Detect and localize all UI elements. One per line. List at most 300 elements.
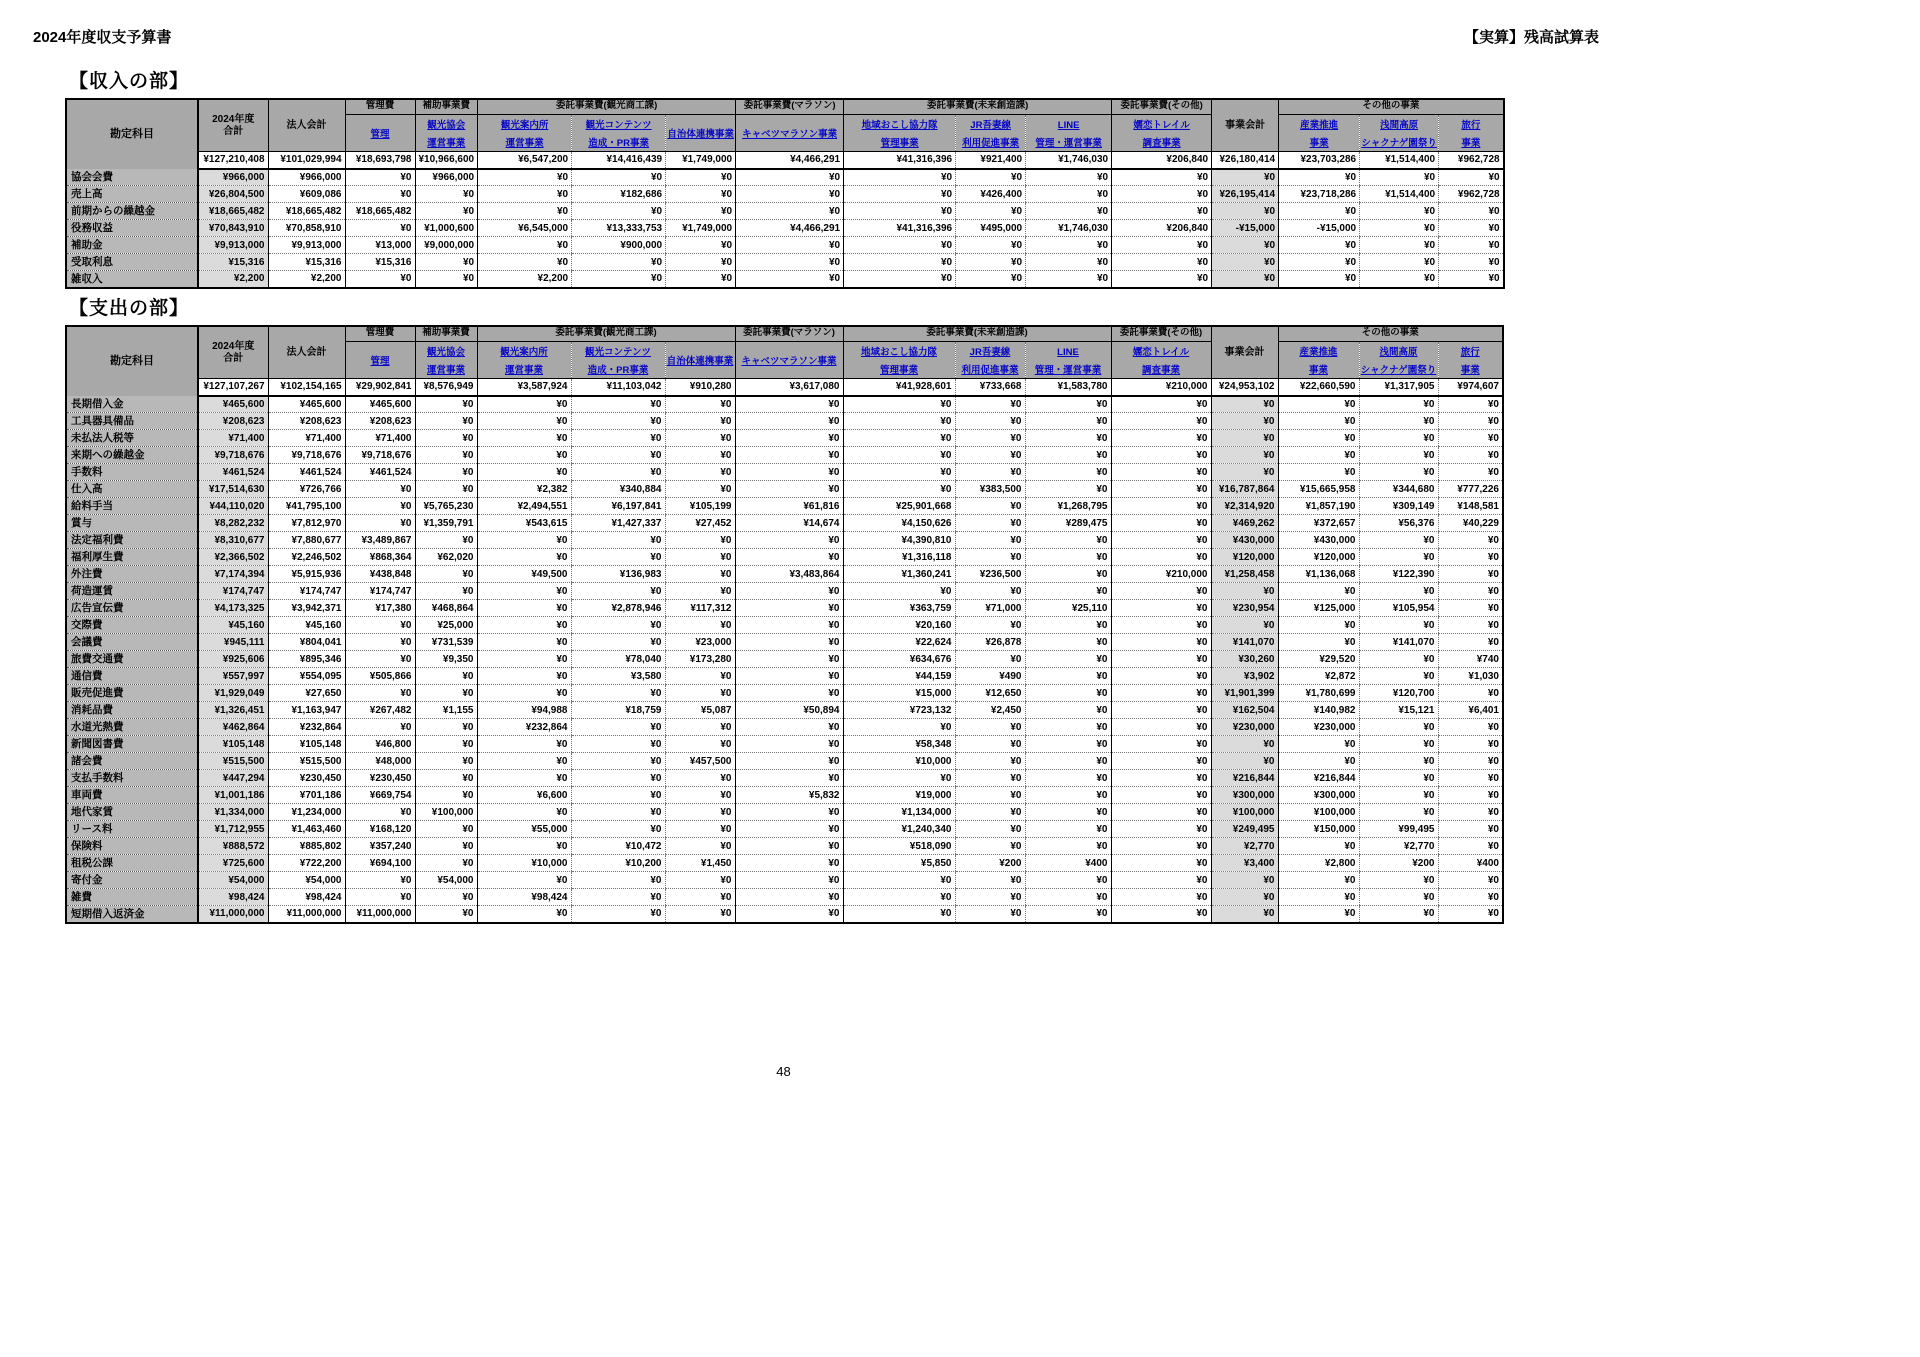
value-cell: ¥0 xyxy=(1026,203,1112,220)
value-cell: ¥0 xyxy=(735,447,843,464)
account-label: 手数料 xyxy=(66,464,198,481)
table-row xyxy=(66,634,1503,651)
value-cell: ¥0 xyxy=(1278,736,1359,753)
column-link[interactable]: 観光協会 運営事業 xyxy=(427,119,466,149)
value-cell: ¥2,494,551 xyxy=(477,498,571,515)
account-label: 新聞図書費 xyxy=(66,736,198,753)
value-cell: ¥0 xyxy=(1279,237,1360,254)
value-cell: ¥469,262 xyxy=(1211,515,1278,532)
value-cell: ¥0 xyxy=(1439,254,1504,271)
value-cell: ¥0 xyxy=(955,617,1025,634)
total-cell: ¥1,514,400 xyxy=(1360,152,1439,169)
value-cell: ¥0 xyxy=(1111,702,1211,719)
value-cell: ¥100,000 xyxy=(1211,804,1278,821)
value-cell: ¥0 xyxy=(955,821,1025,838)
group-header: 委託事業費(観光商工課) xyxy=(478,99,736,114)
value-cell: ¥0 xyxy=(955,838,1025,855)
sub-column-header xyxy=(843,341,955,379)
table-row xyxy=(66,237,1504,254)
value-cell: ¥18,665,482 xyxy=(268,203,345,220)
value-cell: ¥0 xyxy=(1112,237,1212,254)
value-cell: ¥0 xyxy=(571,821,665,838)
value-cell: ¥0 xyxy=(1112,254,1212,271)
value-cell: ¥0 xyxy=(571,685,665,702)
value-cell: ¥71,400 xyxy=(198,430,268,447)
value-cell: ¥0 xyxy=(1360,203,1439,220)
account-label: 短期借入返済金 xyxy=(66,906,198,923)
total-cell: ¥41,928,601 xyxy=(843,379,955,396)
account-label: 賞与 xyxy=(66,515,198,532)
value-cell: ¥1,749,000 xyxy=(666,220,736,237)
value-cell: ¥0 xyxy=(955,447,1025,464)
value-cell: ¥0 xyxy=(1438,821,1503,838)
value-cell: ¥0 xyxy=(1025,804,1111,821)
income-table-mount xyxy=(65,98,1505,289)
column-link[interactable]: 産業推進 事業 xyxy=(1299,346,1338,376)
value-cell: ¥0 xyxy=(1360,220,1439,237)
value-cell: ¥1,030 xyxy=(1438,668,1503,685)
value-cell: ¥885,802 xyxy=(268,838,345,855)
value-cell: ¥461,524 xyxy=(268,464,345,481)
value-cell: ¥0 xyxy=(1211,753,1278,770)
corporate-column-header: 法人会計 xyxy=(268,326,345,379)
value-cell: ¥0 xyxy=(1211,447,1278,464)
total-cell: ¥210,000 xyxy=(1111,379,1211,396)
column-link[interactable]: LINE 管理・運営事業 xyxy=(1035,119,1102,149)
value-cell: ¥0 xyxy=(1279,169,1360,186)
value-cell: ¥0 xyxy=(735,634,843,651)
value-cell: ¥966,000 xyxy=(268,169,345,186)
value-cell: ¥457,500 xyxy=(665,753,735,770)
value-cell: ¥94,988 xyxy=(477,702,571,719)
column-link[interactable]: 観光協会 運営事業 xyxy=(426,346,465,376)
value-cell: ¥4,466,291 xyxy=(736,220,844,237)
table-row xyxy=(66,685,1503,702)
value-cell: ¥11,000,000 xyxy=(198,906,268,923)
value-cell: ¥0 xyxy=(843,464,955,481)
value-cell: ¥232,864 xyxy=(268,719,345,736)
column-link[interactable]: 観光案内所 運営事業 xyxy=(500,119,549,149)
value-cell: ¥0 xyxy=(1025,566,1111,583)
value-cell: ¥465,600 xyxy=(345,396,415,413)
value-cell: ¥174,747 xyxy=(345,583,415,600)
value-cell: ¥70,843,910 xyxy=(198,220,268,237)
value-cell: ¥55,000 xyxy=(477,821,571,838)
value-cell: ¥0 xyxy=(477,617,571,634)
value-cell: ¥0 xyxy=(415,736,477,753)
account-label: 会議費 xyxy=(66,634,198,651)
value-cell: ¥0 xyxy=(1359,583,1438,600)
value-cell: ¥0 xyxy=(1025,634,1111,651)
value-cell: ¥0 xyxy=(1359,447,1438,464)
value-cell: ¥14,674 xyxy=(735,515,843,532)
value-cell: ¥1,463,460 xyxy=(268,821,345,838)
value-cell: ¥0 xyxy=(415,481,477,498)
value-cell: ¥0 xyxy=(736,186,844,203)
total-cell: ¥24,953,102 xyxy=(1211,379,1278,396)
value-cell: ¥25,901,668 xyxy=(843,498,955,515)
value-cell: ¥0 xyxy=(1360,254,1439,271)
totals-row xyxy=(66,379,1503,396)
value-cell: ¥17,380 xyxy=(345,600,415,617)
column-link[interactable]: 浅間高原 シャクナゲ園祭り xyxy=(1360,346,1437,376)
value-cell: ¥0 xyxy=(477,906,571,923)
value-cell: ¥0 xyxy=(1112,186,1212,203)
value-cell: ¥554,095 xyxy=(268,668,345,685)
total-cell: ¥910,280 xyxy=(665,379,735,396)
value-cell: ¥120,000 xyxy=(1211,549,1278,566)
value-cell: ¥465,600 xyxy=(198,396,268,413)
value-cell: ¥0 xyxy=(571,753,665,770)
total-cell: ¥22,660,590 xyxy=(1278,379,1359,396)
value-cell: ¥357,240 xyxy=(345,838,415,855)
table-row xyxy=(66,617,1503,634)
value-cell: ¥0 xyxy=(1359,736,1438,753)
column-link[interactable]: 産業推進 事業 xyxy=(1300,119,1339,149)
value-cell: ¥0 xyxy=(735,855,843,872)
column-link[interactable]: 地域おこし協力隊 管理事業 xyxy=(860,346,937,376)
value-cell: ¥0 xyxy=(1111,583,1211,600)
value-cell: ¥0 xyxy=(571,906,665,923)
value-cell: ¥0 xyxy=(1360,237,1439,254)
value-cell: ¥0 xyxy=(477,532,571,549)
value-cell: ¥0 xyxy=(1438,413,1503,430)
value-cell: ¥0 xyxy=(1438,396,1503,413)
value-cell: ¥0 xyxy=(477,736,571,753)
value-cell: ¥0 xyxy=(1025,787,1111,804)
value-cell: ¥0 xyxy=(1360,271,1439,288)
value-cell: ¥0 xyxy=(1438,583,1503,600)
value-cell: ¥0 xyxy=(1359,787,1438,804)
value-cell: ¥1,001,186 xyxy=(198,787,268,804)
total-cell: ¥101,029,994 xyxy=(268,152,345,169)
value-cell: ¥0 xyxy=(666,271,736,288)
value-cell: ¥0 xyxy=(955,719,1025,736)
value-cell: ¥0 xyxy=(1279,203,1360,220)
value-cell: ¥0 xyxy=(665,736,735,753)
value-cell: ¥232,864 xyxy=(477,719,571,736)
value-cell: ¥0 xyxy=(415,186,478,203)
value-cell: -¥15,000 xyxy=(1212,220,1279,237)
value-cell: ¥0 xyxy=(1211,889,1278,906)
column-link[interactable]: 観光案内所 運営事業 xyxy=(500,346,548,376)
table-row xyxy=(66,396,1503,413)
value-cell: ¥1,334,000 xyxy=(198,804,268,821)
value-cell: ¥0 xyxy=(843,872,955,889)
value-cell: ¥100,000 xyxy=(415,804,477,821)
column-link[interactable]: 嬬恋トレイル 調査事業 xyxy=(1132,346,1190,376)
column-link[interactable]: JR吾妻線 利用促進事業 xyxy=(961,346,1019,376)
value-cell: ¥25,000 xyxy=(415,617,477,634)
value-cell: ¥1,136,068 xyxy=(1278,566,1359,583)
total-cell: ¥1,749,000 xyxy=(666,152,736,169)
column-link[interactable]: 観光コンテンツ 造成・PR事業 xyxy=(584,346,652,376)
value-cell: ¥0 xyxy=(735,464,843,481)
value-cell: ¥9,718,676 xyxy=(345,447,415,464)
value-cell: ¥0 xyxy=(571,532,665,549)
column-link[interactable]: 旅行 事業 xyxy=(1460,346,1480,376)
value-cell: ¥0 xyxy=(735,838,843,855)
value-cell: ¥0 xyxy=(415,271,478,288)
expenditure-section xyxy=(65,293,1504,924)
value-cell: ¥0 xyxy=(843,396,955,413)
value-cell: ¥731,539 xyxy=(415,634,477,651)
value-cell: ¥249,495 xyxy=(1211,821,1278,838)
value-cell: ¥300,000 xyxy=(1278,787,1359,804)
column-link[interactable]: 嬬恋トレイル 調査事業 xyxy=(1133,119,1190,149)
column-link[interactable]: 浅間高原 シャクナゲ園祭り xyxy=(1361,119,1437,149)
value-cell: ¥1,929,049 xyxy=(198,685,268,702)
column-link[interactable]: 管理 xyxy=(370,128,390,140)
value-cell: ¥0 xyxy=(955,770,1025,787)
value-cell: ¥0 xyxy=(477,838,571,855)
value-cell: ¥0 xyxy=(1359,396,1438,413)
value-cell: ¥0 xyxy=(735,668,843,685)
value-cell: ¥45,160 xyxy=(198,617,268,634)
value-cell: ¥15,121 xyxy=(1359,702,1438,719)
value-cell: ¥945,111 xyxy=(198,634,268,651)
total-cell: ¥18,693,798 xyxy=(345,152,415,169)
value-cell: ¥340,884 xyxy=(571,481,665,498)
value-cell: ¥4,150,626 xyxy=(843,515,955,532)
account-label: 前期からの繰越金 xyxy=(66,203,198,220)
table-row xyxy=(66,906,1503,923)
column-link[interactable]: キャベツマラソン事業 xyxy=(741,355,837,367)
column-link[interactable]: 管理 xyxy=(370,355,390,367)
value-cell: ¥0 xyxy=(1025,481,1111,498)
value-cell: ¥1,134,000 xyxy=(843,804,955,821)
value-cell: ¥962,728 xyxy=(1439,186,1504,203)
value-cell: ¥9,718,676 xyxy=(268,447,345,464)
table-row xyxy=(66,566,1503,583)
account-label: 外注費 xyxy=(66,566,198,583)
value-cell: ¥0 xyxy=(1278,430,1359,447)
total-cell: ¥8,576,949 xyxy=(415,379,477,396)
value-cell: ¥0 xyxy=(1025,838,1111,855)
value-cell: ¥0 xyxy=(666,254,736,271)
value-cell: ¥0 xyxy=(1111,600,1211,617)
value-cell: ¥3,942,371 xyxy=(268,600,345,617)
value-cell: ¥461,524 xyxy=(345,464,415,481)
value-cell: ¥0 xyxy=(1278,464,1359,481)
value-cell: ¥0 xyxy=(665,838,735,855)
value-cell: ¥0 xyxy=(1359,770,1438,787)
value-cell: ¥0 xyxy=(955,515,1025,532)
total-cell: ¥29,902,841 xyxy=(345,379,415,396)
total-cell: ¥14,416,439 xyxy=(572,152,666,169)
account-label: 販売促進費 xyxy=(66,685,198,702)
table-row xyxy=(66,804,1503,821)
account-label: 法定福利費 xyxy=(66,532,198,549)
total-cell: ¥921,400 xyxy=(956,152,1026,169)
value-cell: ¥10,000 xyxy=(477,855,571,872)
value-cell: ¥0 xyxy=(1359,464,1438,481)
value-cell: ¥0 xyxy=(415,855,477,872)
sub-column-header xyxy=(415,341,477,379)
value-cell: ¥0 xyxy=(1111,855,1211,872)
value-cell: ¥17,514,630 xyxy=(198,481,268,498)
sub-column-header xyxy=(955,341,1025,379)
value-cell: ¥0 xyxy=(1438,430,1503,447)
column-link[interactable]: 地域おこし協力隊 管理事業 xyxy=(861,119,938,149)
corporate-column-header: 法人会計 xyxy=(268,99,345,152)
column-link[interactable]: 観光コンテンツ 造成・PR事業 xyxy=(585,119,652,149)
value-cell: ¥0 xyxy=(1025,447,1111,464)
total-cell: ¥41,316,396 xyxy=(844,152,956,169)
value-cell: ¥230,000 xyxy=(1278,719,1359,736)
value-cell: ¥895,346 xyxy=(268,651,345,668)
value-cell: ¥1,234,000 xyxy=(268,804,345,821)
value-cell: ¥868,364 xyxy=(345,549,415,566)
value-cell: ¥2,878,946 xyxy=(571,600,665,617)
column-link[interactable]: 自治体連携事業 xyxy=(666,355,734,367)
value-cell: ¥609,086 xyxy=(268,186,345,203)
column-link[interactable]: 自治体連携事業 xyxy=(667,128,734,140)
value-cell: ¥7,880,677 xyxy=(268,532,345,549)
value-cell: ¥41,316,396 xyxy=(844,220,956,237)
account-label: 協会会費 xyxy=(66,169,198,186)
value-cell: ¥0 xyxy=(1212,271,1279,288)
value-cell: ¥0 xyxy=(955,906,1025,923)
value-cell: ¥216,844 xyxy=(1211,770,1278,787)
value-cell: ¥447,294 xyxy=(198,770,268,787)
value-cell: ¥0 xyxy=(735,532,843,549)
value-cell: ¥0 xyxy=(735,396,843,413)
total-cell: ¥206,840 xyxy=(1112,152,1212,169)
sub-column-header xyxy=(1359,341,1438,379)
sub-column-header xyxy=(1360,114,1439,152)
value-cell: ¥0 xyxy=(571,447,665,464)
value-cell: ¥1,514,400 xyxy=(1360,186,1439,203)
value-cell: ¥0 xyxy=(1359,668,1438,685)
value-cell: ¥0 xyxy=(477,634,571,651)
value-cell: ¥0 xyxy=(1211,464,1278,481)
value-cell: ¥11,000,000 xyxy=(345,906,415,923)
account-column-header: 勘定科目 xyxy=(66,326,198,396)
income-section xyxy=(65,66,1505,289)
value-cell: ¥0 xyxy=(1111,634,1211,651)
value-cell: ¥0 xyxy=(572,203,666,220)
table-row xyxy=(66,872,1503,889)
value-cell: ¥26,804,500 xyxy=(198,186,268,203)
value-cell: ¥45,160 xyxy=(268,617,345,634)
value-cell: ¥2,450 xyxy=(955,702,1025,719)
value-cell: ¥0 xyxy=(1111,770,1211,787)
account-label: リース料 xyxy=(66,821,198,838)
value-cell: ¥30,260 xyxy=(1211,651,1278,668)
value-cell: ¥0 xyxy=(735,583,843,600)
value-cell: ¥0 xyxy=(1025,685,1111,702)
value-cell: ¥0 xyxy=(665,481,735,498)
value-cell: ¥0 xyxy=(955,549,1025,566)
value-cell: ¥208,623 xyxy=(345,413,415,430)
value-cell: ¥0 xyxy=(1111,481,1211,498)
value-cell: ¥22,624 xyxy=(843,634,955,651)
value-cell: ¥0 xyxy=(1026,271,1112,288)
value-cell: ¥0 xyxy=(843,719,955,736)
value-cell: ¥0 xyxy=(571,889,665,906)
sub-column-header xyxy=(665,341,735,379)
value-cell: ¥0 xyxy=(736,271,844,288)
value-cell: ¥0 xyxy=(1438,447,1503,464)
value-cell: ¥363,759 xyxy=(843,600,955,617)
value-cell: ¥0 xyxy=(844,254,956,271)
value-cell: ¥0 xyxy=(1438,872,1503,889)
value-cell: ¥0 xyxy=(1111,549,1211,566)
table-row xyxy=(66,271,1504,288)
value-cell: ¥0 xyxy=(1111,413,1211,430)
value-cell: ¥0 xyxy=(735,889,843,906)
value-cell: ¥49,500 xyxy=(477,566,571,583)
value-cell: ¥0 xyxy=(1025,651,1111,668)
value-cell: ¥4,390,810 xyxy=(843,532,955,549)
value-cell: ¥0 xyxy=(956,169,1026,186)
value-cell: ¥0 xyxy=(345,169,415,186)
value-cell: ¥309,149 xyxy=(1359,498,1438,515)
value-cell: ¥0 xyxy=(955,498,1025,515)
table-row xyxy=(66,770,1503,787)
total-cell: ¥1,317,905 xyxy=(1359,379,1438,396)
value-cell: ¥0 xyxy=(1359,430,1438,447)
account-label: 仕入高 xyxy=(66,481,198,498)
value-cell: ¥0 xyxy=(477,464,571,481)
value-cell: ¥400 xyxy=(1025,855,1111,872)
column-link[interactable]: JR吾妻線 利用促進事業 xyxy=(962,119,1020,149)
value-cell: ¥900,000 xyxy=(572,237,666,254)
value-cell: ¥105,199 xyxy=(665,498,735,515)
value-cell: ¥200 xyxy=(955,855,1025,872)
sub-column-header xyxy=(1278,341,1359,379)
value-cell: ¥0 xyxy=(1359,804,1438,821)
value-cell: ¥0 xyxy=(1026,169,1112,186)
value-cell: ¥0 xyxy=(665,770,735,787)
value-cell: ¥0 xyxy=(665,532,735,549)
value-cell: ¥0 xyxy=(345,634,415,651)
group-header: 委託事業費(その他) xyxy=(1111,326,1211,341)
table-row xyxy=(66,254,1504,271)
value-cell: ¥0 xyxy=(1211,617,1278,634)
sub-column-header xyxy=(1439,114,1504,152)
value-cell: ¥13,333,753 xyxy=(572,220,666,237)
value-cell: ¥0 xyxy=(1439,220,1504,237)
value-cell: ¥0 xyxy=(666,186,736,203)
value-cell: ¥5,765,230 xyxy=(415,498,477,515)
value-cell: ¥0 xyxy=(415,413,477,430)
value-cell: ¥1,163,947 xyxy=(268,702,345,719)
value-cell: ¥723,132 xyxy=(843,702,955,719)
expenditure-table xyxy=(65,325,1504,924)
account-label: 車両費 xyxy=(66,787,198,804)
value-cell: ¥0 xyxy=(477,651,571,668)
totals-row xyxy=(66,152,1504,169)
value-cell: ¥400 xyxy=(1438,855,1503,872)
value-cell: ¥0 xyxy=(735,430,843,447)
column-link[interactable]: キャベツマラソン事業 xyxy=(742,128,838,140)
value-cell: ¥0 xyxy=(415,770,477,787)
column-link[interactable]: LINE 管理・運営事業 xyxy=(1034,346,1102,376)
value-cell: ¥0 xyxy=(345,220,415,237)
group-header: 管理費 xyxy=(345,99,415,114)
total-cell: ¥6,547,200 xyxy=(478,152,572,169)
column-link[interactable]: 旅行 事業 xyxy=(1461,119,1481,149)
account-label: 支払手数料 xyxy=(66,770,198,787)
value-cell: ¥8,310,677 xyxy=(198,532,268,549)
sub-column-header xyxy=(1111,341,1211,379)
value-cell: ¥8,282,232 xyxy=(198,515,268,532)
value-cell: ¥50,894 xyxy=(735,702,843,719)
value-cell: ¥44,159 xyxy=(843,668,955,685)
value-cell: ¥0 xyxy=(1111,736,1211,753)
